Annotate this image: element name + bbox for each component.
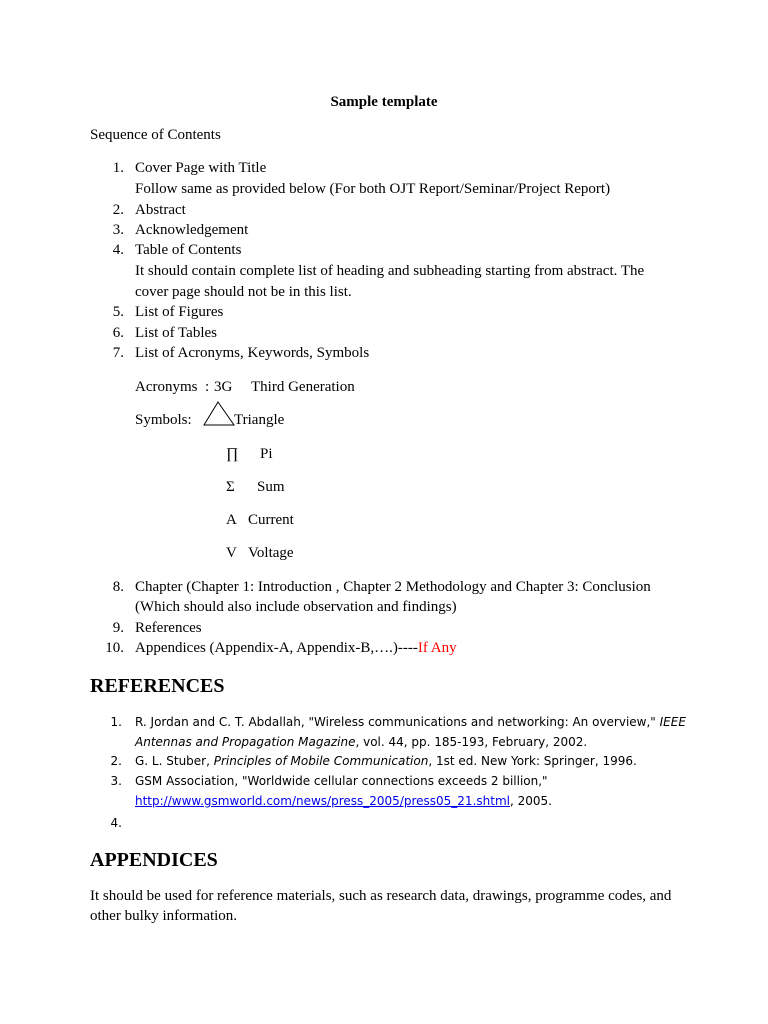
- reference-item-cont: Antennas and Propagation Magazine, vol. 44, pp. 185-193, February, 2002.: [135, 735, 588, 749]
- appendices-text: It should be used for reference materials, such as research data, drawings, programme codes, and: [90, 888, 672, 904]
- reference-number: 3.: [110, 774, 122, 788]
- list-item-number: 10.: [105, 640, 124, 656]
- references-heading: REFERENCES: [90, 675, 225, 697]
- symbol-name: Pi: [260, 446, 273, 462]
- reference-number: 1.: [110, 715, 122, 729]
- list-item-number: 2.: [112, 202, 124, 218]
- symbol-glyph: A: [226, 512, 237, 528]
- reference-item-cont: http://www.gsmworld.com/news/press_2005/press05_21.shtml, 2005.: [135, 794, 552, 808]
- list-item-note: (Which should also include observation and findings): [135, 599, 457, 615]
- list-item-text: Appendices (Appendix-A, Appendix-B,….)----: [135, 640, 418, 656]
- reference-number: 2.: [110, 754, 122, 768]
- acronym-meaning: Third Generation: [251, 379, 355, 395]
- list-item-number: 8.: [112, 579, 124, 595]
- symbol-glyph: V: [226, 545, 237, 561]
- symbol-name: Voltage: [248, 545, 294, 561]
- list-item-note: cover page should not be in this list.: [135, 284, 352, 300]
- intro-text: Sequence of Contents: [90, 127, 221, 143]
- list-item-label: Acknowledgement: [135, 222, 249, 238]
- acronyms-separator: :: [205, 379, 210, 395]
- list-item-note: Follow same as provided below (For both OJT Report/Seminar/Project Report): [135, 181, 611, 197]
- reference-number: 4.: [110, 816, 122, 830]
- sigma-icon: Σ: [226, 479, 235, 495]
- list-item-number: 9.: [112, 620, 124, 636]
- list-item-number: 5.: [112, 304, 124, 320]
- symbols-label: Symbols:: [135, 412, 192, 428]
- list-item-label: List of Figures: [135, 304, 224, 320]
- list-item-number: 7.: [112, 345, 124, 361]
- reference-item: GSM Association, "Worldwide cellular connections exceeds 2 billion,": [135, 774, 548, 788]
- list-item-label: References: [135, 620, 202, 636]
- list-item-note: It should contain complete list of heading and subheading starting from abstract. The: [135, 263, 645, 279]
- page-title: Sample template: [330, 94, 438, 110]
- symbol-name: Current: [248, 512, 294, 528]
- list-item-number: 1.: [112, 160, 124, 176]
- list-item-label: Cover Page with Title: [135, 160, 267, 176]
- acronyms-label: Acronyms: [135, 379, 198, 395]
- list-item-label: List of Acronyms, Keywords, Symbols: [135, 345, 370, 361]
- list-item-label: Chapter (Chapter 1: Introduction , Chapter 2 Methodology and Chapter 3: Conclusion: [135, 579, 651, 595]
- list-item-label: [135, 638, 457, 658]
- list-item-label: Abstract: [135, 202, 186, 218]
- list-item-number: 3.: [112, 222, 124, 238]
- pi-icon: ∏: [226, 446, 239, 462]
- if-any-emphasis: If Any: [417, 640, 457, 656]
- list-item-number: 4.: [112, 242, 124, 258]
- list-item-label: List of Tables: [135, 325, 217, 341]
- reference-item: R. Jordan and C. T. Abdallah, "Wireless communications and networking: An overview," IEEE: [135, 715, 686, 729]
- appendices-heading: APPENDICES: [90, 849, 218, 871]
- symbol-name: Sum: [257, 479, 285, 495]
- reference-item: G. L. Stuber, Principles of Mobile Communication, 1st ed. New York: Springer, 1996.: [135, 754, 637, 768]
- acronym-code: 3G: [214, 379, 233, 395]
- symbol-name: Triangle: [234, 412, 285, 428]
- list-item-number: 6.: [112, 325, 124, 341]
- reference-link[interactable]: http://www.gsmworld.com/news/press_2005/press05_21.shtml: [135, 794, 510, 808]
- list-item-label: Table of Contents: [135, 242, 242, 258]
- triangle-icon: [202, 400, 236, 427]
- appendices-text: other bulky information.: [90, 908, 238, 924]
